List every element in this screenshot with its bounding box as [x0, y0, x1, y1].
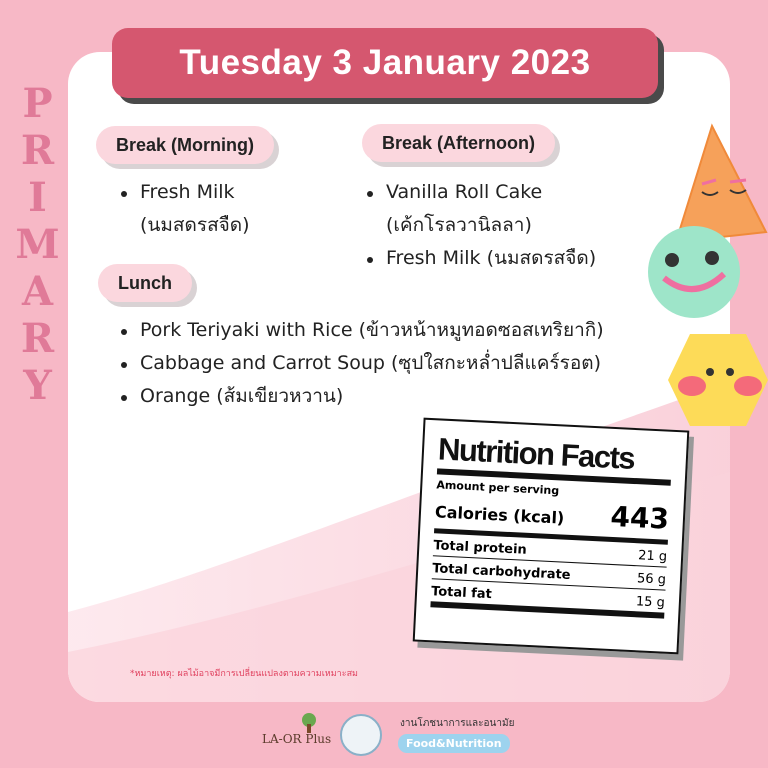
page-title: Tuesday 3 January 2023: [179, 43, 591, 82]
date-banner: [112, 28, 658, 98]
list-break-afternoon: [364, 176, 596, 275]
nutrient-label: Total carbohydrate: [431, 561, 571, 583]
nutrition-title: Nutrition Facts: [437, 432, 673, 485]
list-item: Pork Teriyaki with Rice (ข้าวหน้าหมูทอดซอสเทริยากิ): [118, 314, 604, 347]
circle-character: [642, 222, 742, 322]
item-text: (นมสดรสจืด): [140, 214, 250, 236]
nutrition-facts-label: [413, 418, 690, 655]
nutrient-value: 21 g: [637, 548, 668, 565]
item-text: Fresh Milk: [140, 181, 235, 203]
calories-label: Calories (kcal): [434, 502, 565, 528]
hexagon-character: [664, 328, 768, 432]
nutrient-label: Total protein: [433, 538, 528, 558]
footnote: *หมายเหตุ: ผลไม้อาจมีการเปลี่ยนแปลงตามความเหมาะสม: [130, 669, 358, 679]
nutrient-value: 15 g: [635, 594, 666, 611]
list-item: Orange (ส้มเขียวหวาน): [118, 380, 604, 413]
label-break-afternoon: Break (Afternoon): [362, 124, 555, 162]
list-lunch: [118, 314, 604, 413]
nutrient-label: Total fat: [430, 584, 493, 603]
la-or-plus-logo: LA-OR Plus: [262, 732, 332, 746]
side-label-primary: [14, 80, 62, 409]
side-letter: P: [22, 80, 54, 127]
nutrient-value: 56 g: [636, 571, 667, 588]
calories-value: 443: [609, 499, 670, 536]
side-letter: A: [21, 268, 55, 315]
food-nutrition-badge: Food&Nutrition: [398, 734, 510, 753]
item-text: (เค้กโรลวานิลลา): [386, 214, 532, 236]
department-name: งานโภชนาการและอนามัย: [400, 718, 515, 729]
list-item: [118, 176, 250, 242]
amount-per-serving: Amount per serving: [436, 478, 560, 498]
list-item: [364, 176, 596, 242]
list-item: Fresh Milk (นมสดรสจืด): [364, 242, 596, 275]
footer: [0, 712, 768, 762]
list-item: Cabbage and Carrot Soup (ซุปใสกะหล่ำปลีแคร์รอต): [118, 347, 604, 380]
seal-icon: [340, 714, 382, 756]
side-letter: M: [15, 221, 61, 268]
tree-icon: [298, 712, 320, 734]
side-letter: R: [20, 315, 56, 362]
item-text: Vanilla Roll Cake: [386, 181, 543, 203]
list-break-morning: [118, 176, 250, 242]
side-letter: Y: [23, 362, 53, 409]
side-letter: R: [20, 127, 56, 174]
label-break-morning: Break (Morning): [96, 126, 274, 164]
side-letter: I: [28, 174, 48, 221]
label-lunch: Lunch: [98, 264, 192, 302]
